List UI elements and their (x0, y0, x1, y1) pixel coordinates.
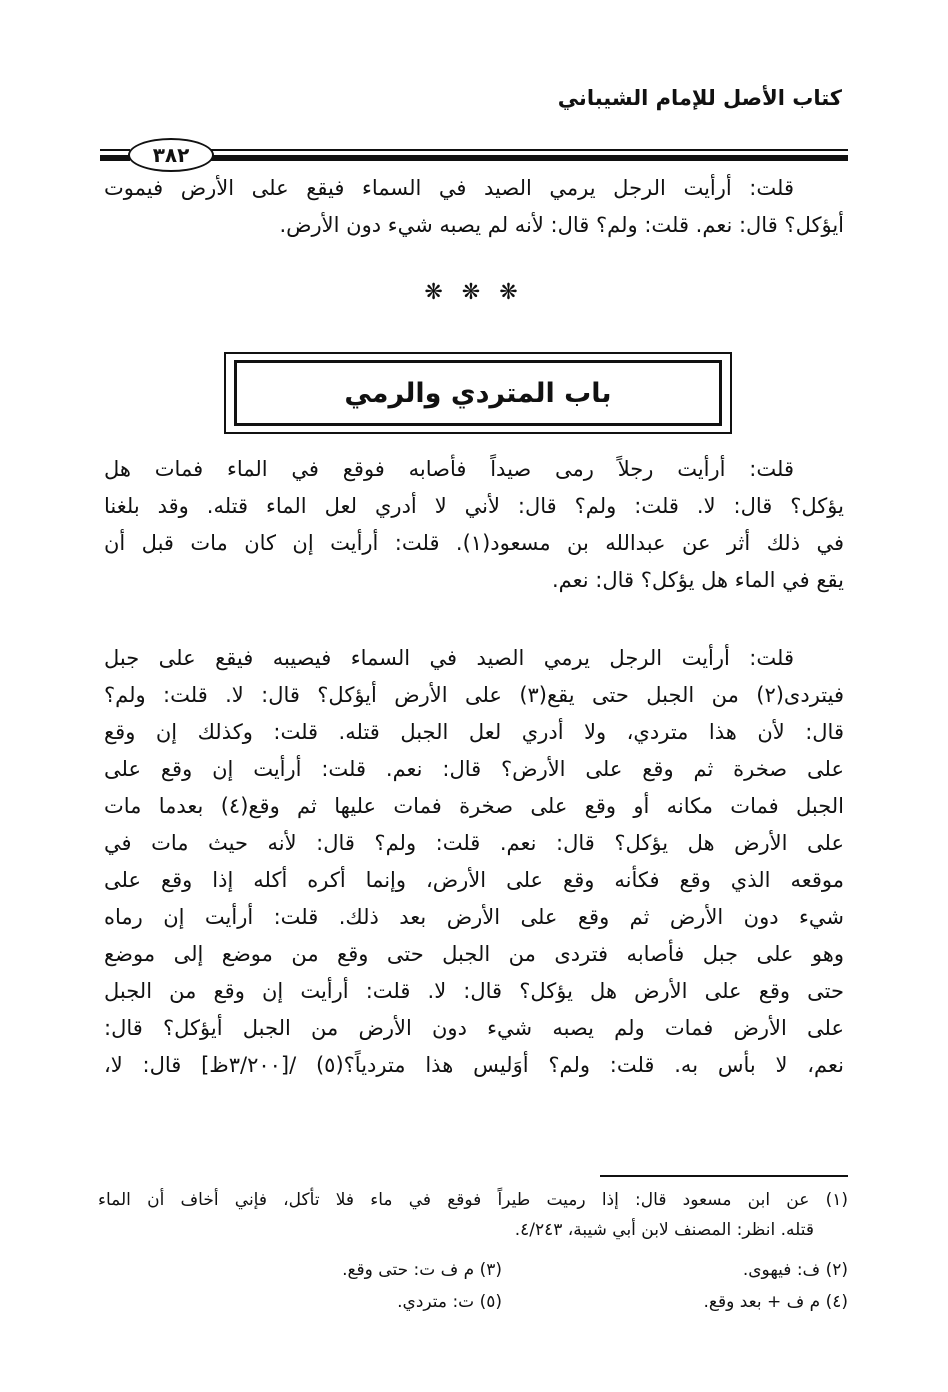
footnote-2: (٢) ف: فيهوى. (742, 1260, 848, 1280)
paragraph-1 (104, 170, 844, 244)
text-line: قلت: أرأيت الرجل يرمي الصيد في السماء فيصيبه فيقع على جبل (104, 646, 794, 670)
footnote-line: قتله. انظر: المصنف لابن أبي شيبة، ٤/٢٤٣. (514, 1220, 814, 1240)
text-line: فيتردى(٢) من الجبل حتى يقع(٣) على الأرض أيؤكل؟ قال: لا. قلت: ولم؟ (104, 683, 844, 707)
text-line: أيؤكل؟ قال: نعم. قلت: ولم؟ قال: لأنه لم يصبه شيء دون الأرض. (279, 213, 844, 237)
text-line: الجبل فمات مكانه أو وقع على صخرة فمات عليها ثم وقع(٤) بعدما مات (104, 794, 845, 818)
section-separator: ❋ ❋ ❋ (424, 280, 524, 305)
footnote-line: (١) عن ابن مسعود قال: إذا رميت طيراً فوقع في ماء فلا تأكل، فإني أخاف أن الماء (98, 1190, 848, 1210)
chapter-title: باب المتردي والرمي (344, 377, 612, 409)
text-line: على صخرة ثم وقع على الأرض؟ قال: نعم. قلت: أرأيت إن وقع على (104, 757, 844, 781)
text-line: على الأرض هل يؤكل؟ قال: نعم. قلت: ولم؟ قال: لأنه حيث مات في (104, 831, 844, 855)
text-line: قلت: أرأيت الرجل يرمي الصيد في السماء فيقع على الأرض فيموت (104, 176, 794, 200)
header-rule (100, 149, 130, 151)
text-line: نعم، لا بأس به. قلت: ولم؟ أوَليس هذا متردياً؟(٥) /[٣/٢٠٠ظ] قال: لا، (104, 1053, 844, 1077)
header-rule (100, 155, 130, 161)
text-line: على الأرض فمات ولم يصبه شيء دون الأرض من الجبل أيؤكل؟ قال: (104, 1016, 844, 1040)
text-line: يؤكل؟ قال: لا. قلت: ولم؟ قال: لأني لا أدري لعل الماء قتله. وقد بلغنا (104, 494, 844, 518)
text-line: قال: لأن هذا متردي، ولا أدري لعل الجبل قتله. قلت: وكذلك إن وقع (104, 720, 844, 744)
text-line: موقعه الذي وقع فكأنه وقع على الأرض، وإنما أكره أكله إذا وقع على (104, 868, 844, 892)
footnote-3: (٣) م ف ت: حتى وقع. (342, 1260, 502, 1280)
header-rule (210, 149, 848, 151)
header-rule (210, 155, 848, 161)
footnote-rule (600, 1175, 848, 1177)
footnote-1 (98, 1185, 848, 1245)
footnote-4: (٤) م ف + بعد وقع. (703, 1292, 848, 1312)
paragraph-3 (104, 640, 844, 1084)
chapter-title-inner-frame (234, 360, 722, 426)
page-number: ٣٨٢ (128, 138, 214, 172)
text-line: حتى وقع على الأرض هل يؤكل؟ قال: لا. قلت: أرأيت إن وقع من الجبل (104, 979, 844, 1003)
running-title: كتاب الأصل للإمام الشيباني (557, 86, 842, 110)
text-line: يقع في الماء هل يؤكل؟ قال: نعم. (551, 568, 844, 592)
chapter-title-frame (224, 352, 732, 434)
text-line: قلت: أرأيت رجلاً رمى صيداً فأصابه فوقع في الماء فمات هل (104, 457, 794, 481)
footnote-5: (٥) ت: متردي. (397, 1292, 502, 1312)
paragraph-2 (104, 451, 844, 599)
text-line: وهو على جبل فأصابه فتردى من الجبل حتى وقع من موضع إلى موضع (104, 942, 844, 966)
text-line: شيء دون الأرض ثم وقع على الأرض بعد ذلك. قلت: أرأيت إن رماه (104, 905, 844, 929)
text-line: في ذلك أثر عن عبدالله بن مسعود(١). قلت: أرأيت إن كان مات قبل أن (104, 531, 844, 555)
